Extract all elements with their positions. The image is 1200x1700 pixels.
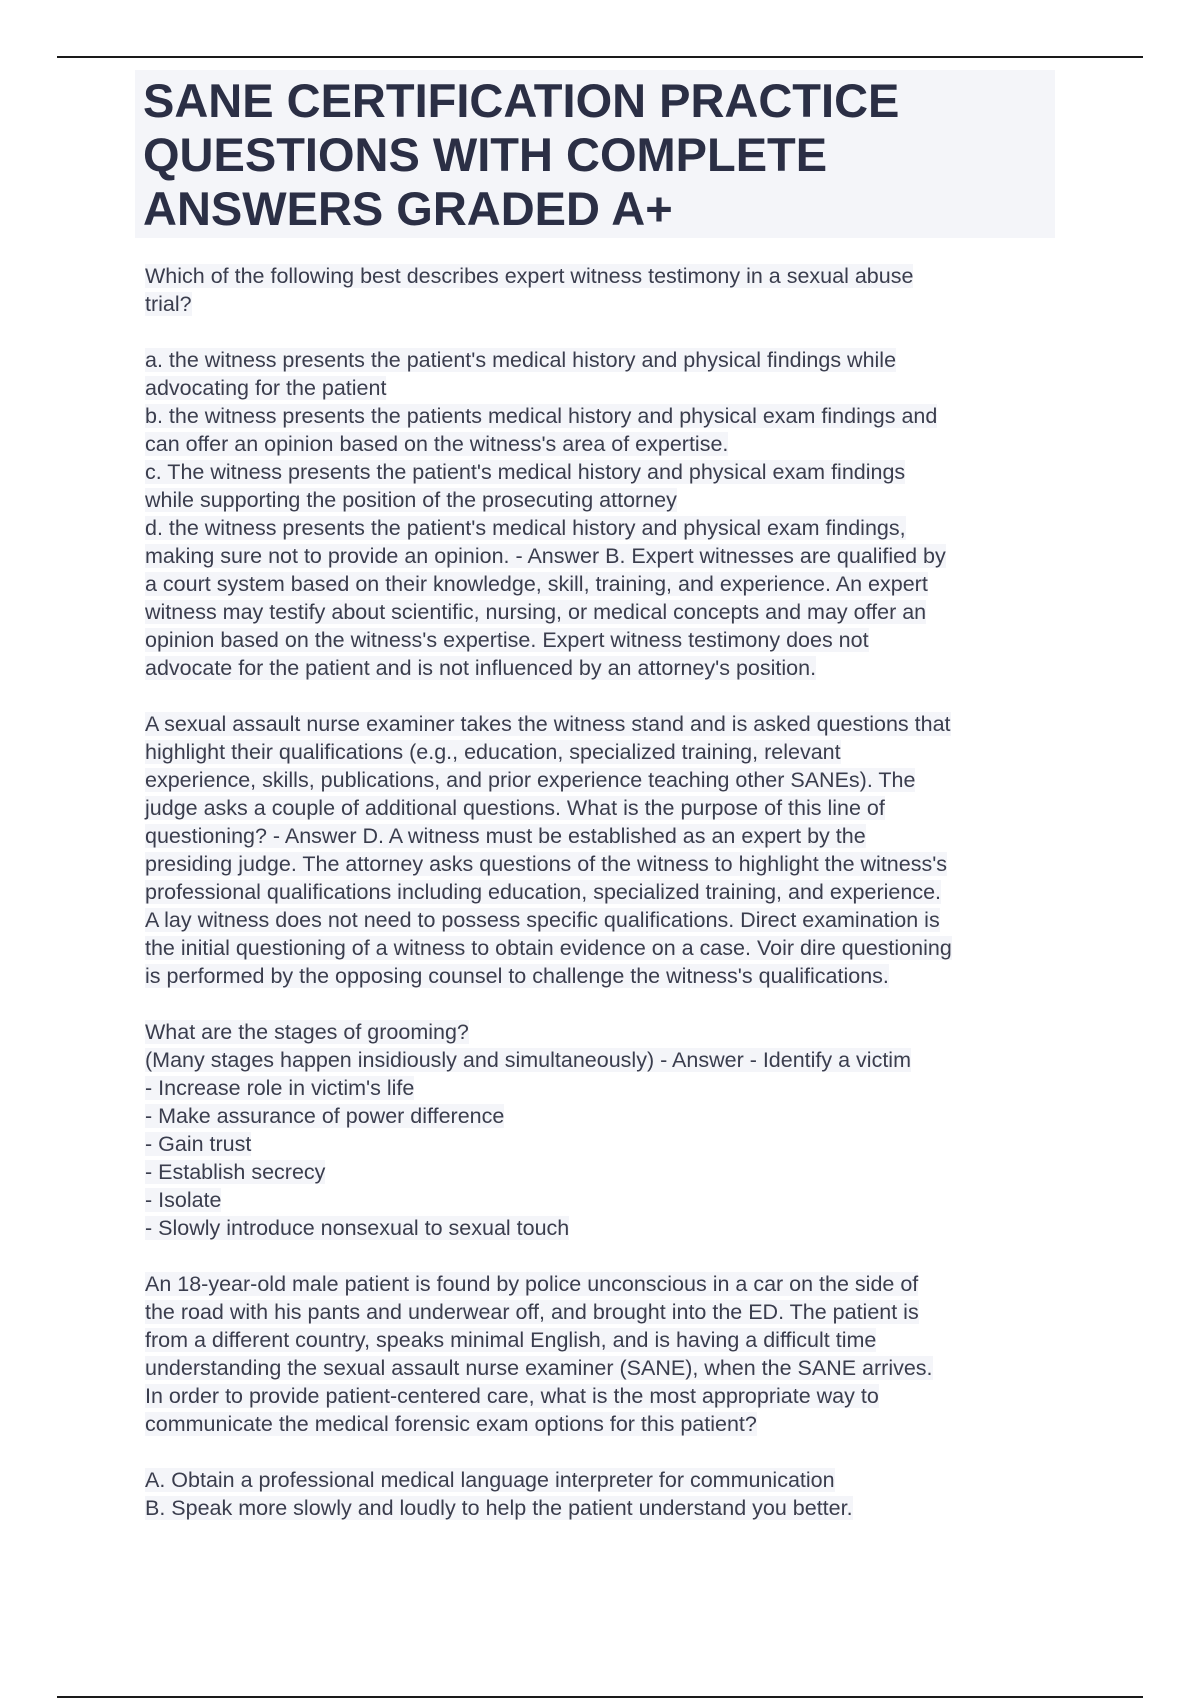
text-line: the road with his pants and underwear off, and brought into the ED. The patient is (145, 1300, 919, 1324)
title-line: QUESTIONS WITH COMPLETE (143, 128, 828, 181)
text-line: from a different country, speaks minimal English, and is having a difficult time (145, 1328, 877, 1352)
text-line: advocate for the patient and is not influenced by an attorney's position. (145, 656, 817, 680)
text-line: A sexual assault nurse examiner takes the witness stand and is asked questions that (145, 712, 951, 736)
text-line: advocating for the patient (145, 376, 387, 400)
text-line: can offer an opinion based on the witness's area of expertise. (145, 432, 729, 456)
text-line: while supporting the position of the prosecuting attorney (145, 488, 677, 512)
question-4-options (145, 1466, 1075, 1522)
text-line: In order to provide patient-centered care, what is the most appropriate way to (145, 1384, 879, 1408)
question-1 (145, 262, 1075, 318)
document-body (145, 262, 1075, 1522)
text-line: highlight their qualifications (e.g., education, specialized training, relevant (145, 740, 841, 764)
question-1-options (145, 346, 1075, 682)
text-line: trial? (145, 292, 192, 316)
question-3 (145, 1018, 1075, 1242)
list-item: - Establish secrecy (145, 1160, 326, 1184)
text-line: questioning? - Answer D. A witness must be established as an expert by the (145, 824, 866, 848)
text-line: communicate the medical forensic exam options for this patient? (145, 1412, 757, 1436)
text-line: making sure not to provide an opinion. - Answer B. Expert witnesses are qualified by (145, 544, 946, 568)
text-line: presiding judge. The attorney asks questions of the witness to highlight the witness's (145, 852, 948, 876)
text-line: B. Speak more slowly and loudly to help the patient understand you better. (145, 1496, 853, 1520)
list-item: - Make assurance of power difference (145, 1104, 505, 1128)
text-line: judge asks a couple of additional questions. What is the purpose of this line of (145, 796, 885, 820)
bottom-rule (57, 1696, 1143, 1698)
text-line: b. the witness presents the patients medical history and physical exam findings and (145, 404, 938, 428)
text-line: the initial questioning of a witness to obtain evidence on a case. Voir dire questioning (145, 936, 952, 960)
title-line: SANE CERTIFICATION PRACTICE (143, 74, 900, 127)
document-title (135, 70, 1055, 238)
text-line: opinion based on the witness's expertise. Expert witness testimony does not (145, 628, 869, 652)
question-2 (145, 710, 1075, 990)
question-4 (145, 1270, 1075, 1438)
title-line: ANSWERS GRADED A+ (143, 182, 673, 235)
list-item: - Increase role in victim's life (145, 1076, 415, 1100)
text-line: a. the witness presents the patient's medical history and physical findings while (145, 348, 897, 372)
text-line: (Many stages happen insidiously and simultaneously) - Answer - Identify a victim (145, 1048, 911, 1072)
text-line: understanding the sexual assault nurse examiner (SANE), when the SANE arrives. (145, 1356, 933, 1380)
text-line: is performed by the opposing counsel to challenge the witness's qualifications. (145, 964, 889, 988)
text-line: A. Obtain a professional medical language interpreter for communication (145, 1468, 835, 1492)
list-item: - Gain trust (145, 1132, 252, 1156)
text-line: An 18-year-old male patient is found by police unconscious in a car on the side of (145, 1272, 919, 1296)
text-line: a court system based on their knowledge, skill, training, and experience. An expert (145, 572, 928, 596)
text-line: c. The witness presents the patient's medical history and physical exam findings (145, 460, 906, 484)
text-line: What are the stages of grooming? (145, 1020, 469, 1044)
list-item: - Slowly introduce nonsexual to sexual touch (145, 1216, 570, 1240)
text-line: d. the witness presents the patient's medical history and physical exam findings, (145, 516, 906, 540)
text-line: professional qualifications including education, specialized training, and experience. (145, 880, 942, 904)
text-line: A lay witness does not need to possess specific qualifications. Direct examination is (145, 908, 940, 932)
text-line: experience, skills, publications, and prior experience teaching other SANEs). The (145, 768, 916, 792)
top-rule (57, 56, 1143, 58)
list-item: - Isolate (145, 1188, 222, 1212)
text-line: witness may testify about scientific, nursing, or medical concepts and may offer an (145, 600, 927, 624)
text-line: Which of the following best describes expert witness testimony in a sexual abuse (145, 264, 914, 288)
